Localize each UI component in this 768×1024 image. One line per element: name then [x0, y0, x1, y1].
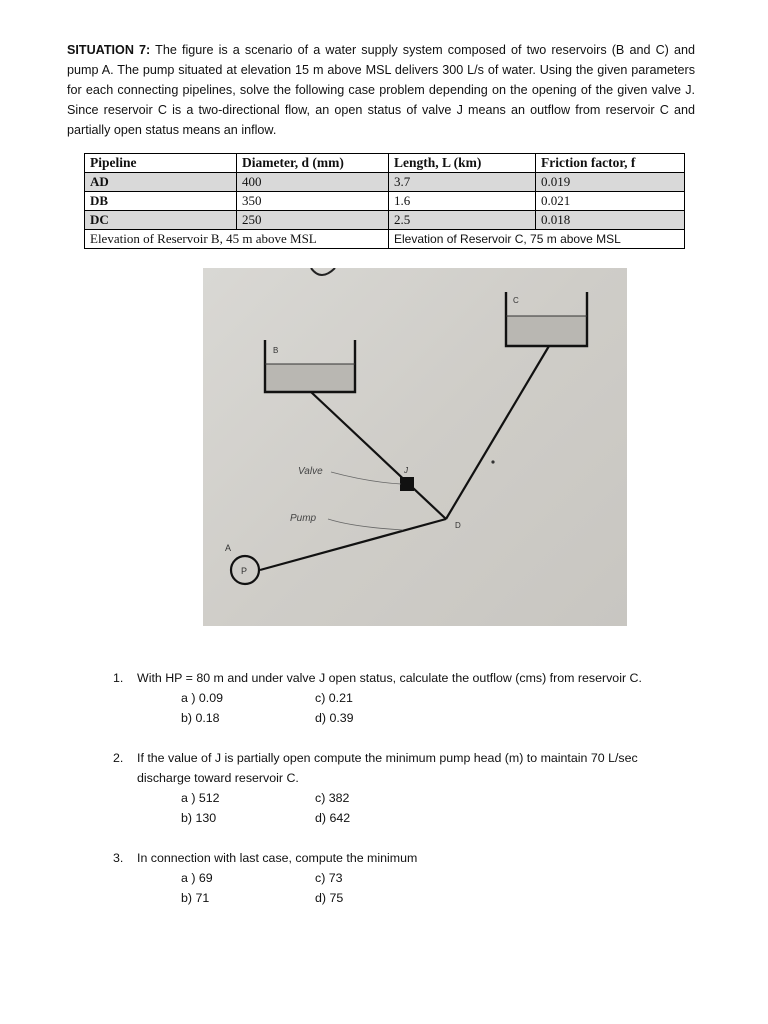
pipe-dc [446, 346, 549, 519]
pipe-db [311, 392, 446, 519]
label-valve: Valve [298, 466, 323, 477]
pump-leader-line [328, 519, 403, 530]
question-2 [113, 748, 673, 828]
option-b: b) 71 [181, 891, 210, 905]
question-number: 3. [113, 851, 124, 865]
cell-friction: 0.021 [536, 192, 685, 211]
label-a: A [225, 543, 232, 553]
table-row [85, 211, 685, 230]
question-number: 2. [113, 751, 124, 765]
top-partial-shape [311, 268, 335, 275]
elevation-b: Elevation of Reservoir B, 45 m above MSL [85, 230, 389, 249]
system-diagram [203, 268, 627, 626]
answer-options [181, 688, 673, 728]
elevation-c: Elevation of Reservoir C, 75 m above MSL [389, 230, 685, 249]
option-b: b) 0.18 [181, 711, 220, 725]
cell-diameter: 350 [237, 192, 389, 211]
cell-length: 2.5 [389, 211, 536, 230]
question-3 [113, 848, 673, 908]
option-d: d) 642 [315, 811, 351, 825]
option-c: c) 0.21 [315, 691, 353, 705]
pipe-ad [260, 519, 446, 570]
cell-length: 3.7 [389, 173, 536, 192]
parameters-table [84, 153, 685, 249]
option-d: d) 75 [315, 891, 344, 905]
dot-mark [491, 460, 494, 463]
table-footer-row [85, 230, 685, 249]
valve-j-icon [400, 477, 414, 491]
header-friction: Friction factor, f [536, 154, 685, 173]
question-list [113, 668, 673, 928]
table-row [85, 173, 685, 192]
reservoir-c-water [506, 316, 587, 346]
cell-length: 1.6 [389, 192, 536, 211]
option-b: b) 130 [181, 811, 217, 825]
table-row [85, 192, 685, 211]
label-c: C [513, 296, 519, 305]
header-diameter: Diameter, d (mm) [237, 154, 389, 173]
cell-pipeline: DC [85, 211, 237, 230]
question-text: If the value of J is partially open compute the minimum pump head (m) to maintain 70 L/sec discharge toward reservoir C. [137, 751, 638, 785]
situation-label: SITUATION 7: [67, 43, 151, 57]
answer-options [181, 868, 673, 908]
situation-text: The figure is a scenario of a water supply system composed of two reservoirs (B and C) and pump A. The pump situated at elevation 15 m above MSL delivers 300 L/s of water. Using the given parameters for each connecting pipelines, solve the following case problem depending on the opening of the given valve J. Since reservoir C is a two-directional flow, an open status of valve J means an outflow from reservoir C and partially open status means an inflow. [67, 43, 695, 137]
label-d: D [455, 521, 461, 530]
header-pipeline: Pipeline [85, 154, 237, 173]
situation-paragraph [67, 40, 695, 140]
table-header-row [85, 154, 685, 173]
question-text: With HP = 80 m and under valve J open status, calculate the outflow (cms) from reservoir C. [137, 671, 642, 685]
question-number: 1. [113, 671, 124, 685]
option-a: a ) 69 [181, 871, 213, 885]
cell-diameter: 400 [237, 173, 389, 192]
valve-leader-line [331, 472, 401, 484]
label-pump: Pump [290, 513, 317, 524]
option-a: a ) 512 [181, 791, 220, 805]
option-c: c) 382 [315, 791, 350, 805]
question-1 [113, 668, 673, 728]
system-figure [203, 268, 627, 626]
label-b: B [273, 346, 279, 355]
cell-friction: 0.019 [536, 173, 685, 192]
header-length: Length, L (km) [389, 154, 536, 173]
question-text: In connection with last case, compute the minimum [137, 851, 418, 865]
cell-pipeline: AD [85, 173, 237, 192]
option-a: a ) 0.09 [181, 691, 224, 705]
answer-options [181, 788, 673, 828]
label-p: P [241, 566, 248, 576]
option-c: c) 73 [315, 871, 343, 885]
option-d: d) 0.39 [315, 711, 354, 725]
reservoir-b-water [265, 364, 355, 392]
cell-diameter: 250 [237, 211, 389, 230]
cell-friction: 0.018 [536, 211, 685, 230]
label-j: J [404, 466, 408, 475]
cell-pipeline: DB [85, 192, 237, 211]
